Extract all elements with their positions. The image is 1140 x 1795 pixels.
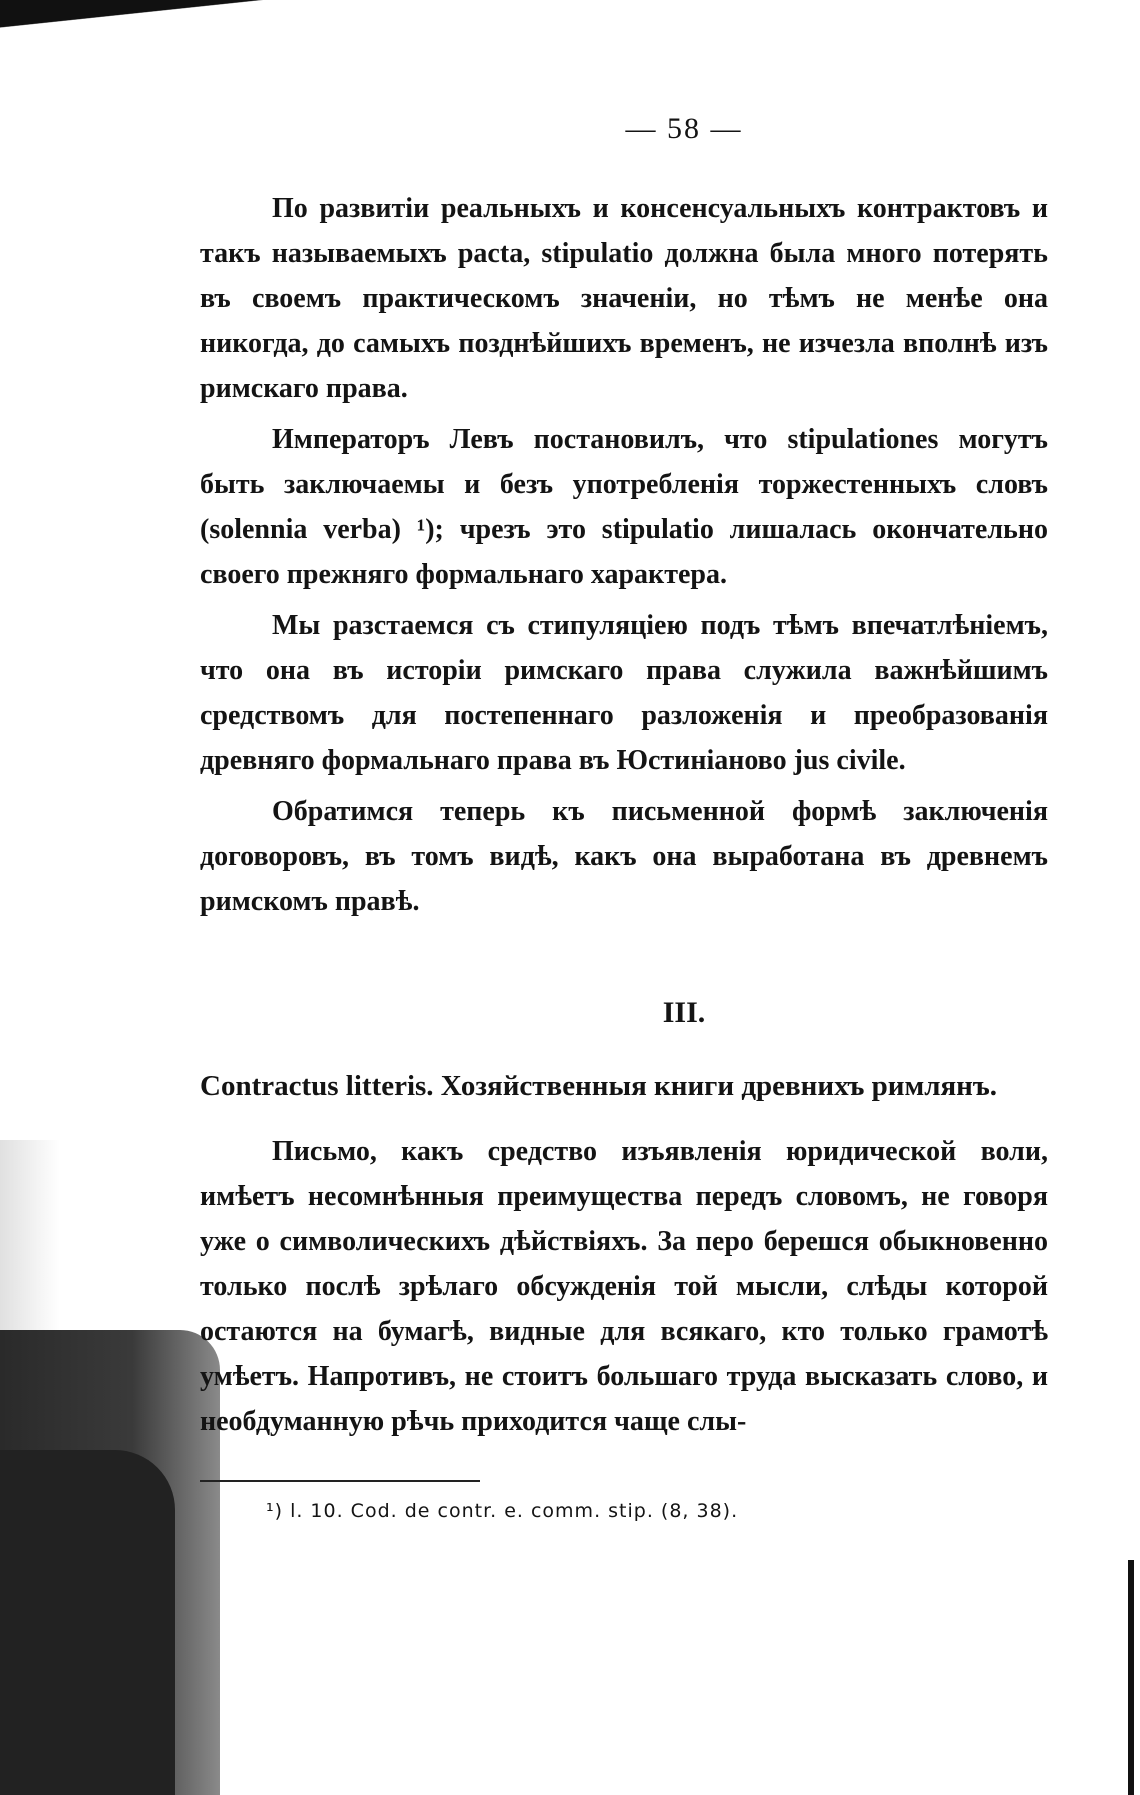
book-page: [200, 112, 1048, 1522]
footnote-divider: [200, 1480, 480, 1482]
paragraph-2: Императоръ Левъ постановилъ, что stipulationes могутъ быть заключаемы и безъ употребленія торжестенныхъ словъ (solennia verba) ¹); чрезъ это stipulatio лишалась окончательно своего прежняго формальнаго характера.: [200, 424, 1048, 590]
paragraph-1: По развитіи реальныхъ и консенсуальныхъ контрактовъ и такъ называемыхъ pacta, stipulatio должна была много потерять въ своемъ практическомъ значеніи, но тѣмъ не менѣе она никогда, до самыхъ позднѣйшихъ временъ, не изчезла вполнѣ изъ римскаго права.: [200, 193, 1048, 404]
scan-artifact-right-edge: [1128, 1560, 1134, 1795]
scan-artifact-bottom-left: [0, 1330, 220, 1795]
section-paragraph-1: Письмо, какъ средство изъявленія юридической воли, имѣетъ несомнѣнныя преимущества передъ словомъ, не говоря уже о символическихъ дѣйствіяхъ. За перо берешся обыкновенно только послѣ зрѣлаго обсужденія той мысли, слѣды которой остаются на бумагѣ, видные для всякаго, кто только грамотѣ умѣетъ. Напротивъ, не стоитъ большаго труда высказать слово, и необдуманную рѣчь приходится чаще слы-: [200, 1136, 1048, 1437]
paragraph-3: Мы разстаемся съ стипуляціею подъ тѣмъ впечатлѣніемъ, что она въ исторіи римскаго права служила важнѣйшимъ средствомъ для постепеннаго разложенія и преобразованія древняго формальнаго права въ Юстиніаново jus civile.: [200, 610, 1048, 776]
paragraph-4: Обратимся теперь къ письменной формѣ заключенія договоровъ, въ томъ видѣ, какъ она выработана въ древнемъ римскомъ правѣ.: [200, 796, 1048, 917]
page-number: — 58 —: [625, 112, 743, 145]
scan-artifact-left-fade: [0, 1140, 60, 1340]
scan-artifact-top: [0, 0, 300, 46]
section-number: III.: [662, 996, 706, 1029]
footnote: ¹) l. 10. Cod. de contr. e. comm. stip. (8, 38).: [266, 1500, 739, 1522]
section-title: Contractus litteris. Хозяйственныя книги древнихъ римлянъ.: [200, 1070, 998, 1102]
